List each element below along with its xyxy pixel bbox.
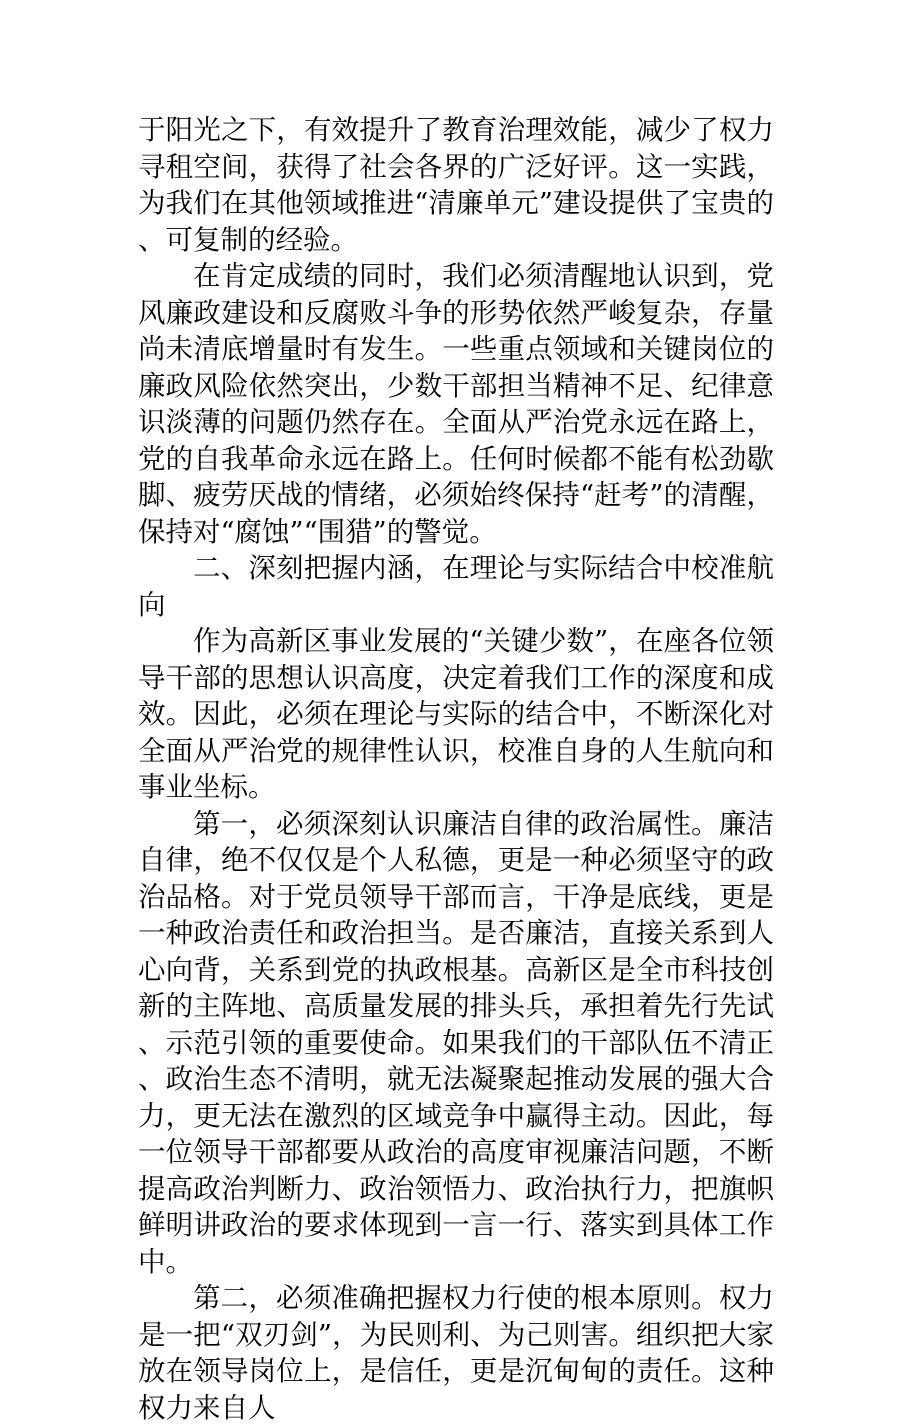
paragraph-situation: 在肯定成绩的同时，我们必须清醒地认识到，党风廉政建设和反腐败斗争的形势依然严峻复杂，存量尚未清底增量时有发生。一些重点领域和关键岗位的廉政风险依然突出，少数干部担当精神不足、纪律意识淡薄的问题仍然存在。全面从严治党永远在路上，党的自我革命永远在路上。任何时候都不能有松劲歇脚、疲劳厌战的情绪，必须始终保持“赶考”的清醒，保持对“腐蚀”“围猎”的警觉。 [138, 260, 774, 548]
paragraph-key-minority: 作为高新区事业发展的“关键少数”，在座各位领导干部的思想认识高度，决定着我们工作的深度和成效。因此，必须在理论与实际的结合中，不断深化对全面从严治党的规律性认识，校准自身的人生航向和事业坐标。 [138, 625, 774, 803]
section-heading: 二、深刻把握内涵，在理论与实际结合中校准航向 [138, 552, 774, 621]
document-body [138, 112, 774, 1426]
paragraph-continuation: 于阳光之下，有效提升了教育治理效能，减少了权力寻租空间，获得了社会各界的广泛好评。这一实践，为我们在其他领域推进“清廉单元”建设提供了宝贵的、可复制的经验。 [138, 114, 774, 256]
paragraph-point-one: 第一，必须深刻认识廉洁自律的政治属性。廉洁自律，绝不仅仅是个人私德，更是一种必须坚守的政治品格。对于党员领导干部而言，干净是底线，更是一种政治责任和政治担当。是否廉洁，直接关系到人心向背，关系到党的执政根基。高新区是全市科技创新的主阵地、高质量发展的排头兵，承担着先行先试、示范引领的重要使命。如果我们的干部队伍不清正、政治生态不清明，就无法凝聚起推动发展的强大合力，更无法在激烈的区域竞争中赢得主动。因此，每一位领导干部都要从政治的高度审视廉洁问题，不断提高政治判断力、政治领悟力、政治执行力，把旗帜鲜明讲政治的要求体现到一言一行、落实到具体工作中。 [138, 807, 774, 1278]
paragraph-point-two: 第二，必须准确把握权力行使的根本原则。权力是一把“双刃剑”，为民则利、为己则害。组织把大家放在领导岗位上，是信任，更是沉甸甸的责任。这种权力来自人 [138, 1282, 774, 1424]
